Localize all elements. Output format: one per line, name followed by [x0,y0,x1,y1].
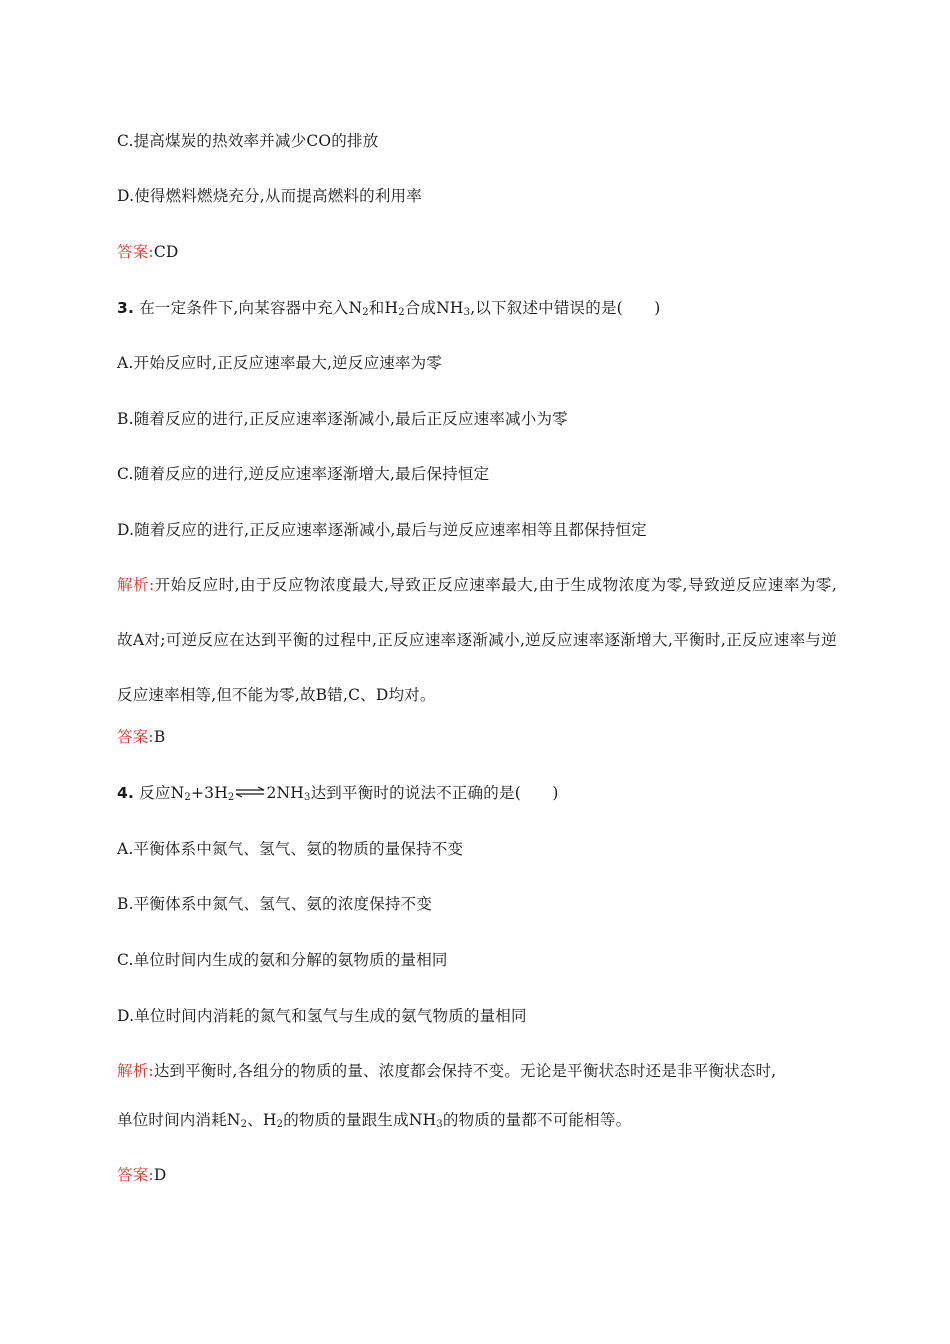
analysis-label: 解析: [117,576,155,594]
answer-label: 答案: [117,1166,154,1184]
answer-value: B [153,728,166,746]
analysis-text: 单位时间内消耗N [117,1111,241,1129]
q4-option-c-text: C.单位时间内生成的氨和分解的氨物质的量相同 [117,951,448,969]
q4-option-a-text: A.平衡体系中氮气、氢气、氨的物质的量保持不变 [117,840,464,858]
answer-value: CD [153,243,179,261]
analysis-text: 的物质的量跟生成NH [283,1111,437,1129]
q3-option-c-text: C.随着反应的进行,逆反应速率逐渐增大,最后保持恒定 [117,465,490,483]
subscript: 3 [436,1119,443,1130]
subscript: 3 [463,307,471,318]
q4-stem-part: 达到平衡时的说法不正确的是( ) [310,784,559,802]
q4-option-b-text: B.平衡体系中氮气、氢气、氨的浓度保持不变 [117,895,433,913]
q3-stem [117,297,661,319]
analysis-label: 解析: [117,1062,154,1080]
q3-stem-part: 和H [368,299,399,317]
q3-option-a [117,352,442,374]
q4-answer [117,1164,166,1186]
q2-option-c [117,130,378,152]
q4-stem-part: 2NH [266,784,305,802]
q4-stem-part: 反应N [139,784,185,802]
q3-option-b [117,408,568,430]
q4-analysis-line-1 [117,1060,776,1082]
q4-stem-part: +3H [190,784,228,802]
q4-option-a [117,838,463,860]
q4-analysis-line-2 [117,1109,631,1131]
q3-option-b-text: B.随着反应的进行,正反应速率逐渐减小,最后正反应速率减小为零 [117,410,568,428]
answer-label: 答案: [117,243,154,261]
answer-value: D [153,1166,167,1184]
q3-option-a-text: A.开始反应时,正反应速率最大,逆反应速率为零 [117,354,443,372]
q2-option-d-text: D.使得燃料燃烧充分,从而提高燃料的利用率 [117,187,422,205]
subscript: 2 [227,792,235,803]
q2-answer [117,241,179,263]
subscript: 2 [362,307,369,318]
subscript: 3 [304,792,311,803]
q4-stem [117,782,559,804]
q2-option-c-text: C.提高煤炭的热效率并减少CO的排放 [117,132,379,150]
q3-stem-part: 合成NH [404,299,464,317]
equilibrium-arrow-icon [235,786,265,798]
analysis-text: 达到平衡时,各组分的物质的量、浓度都会保持不变。无论是平衡状态时还是非平衡状态时, [153,1062,777,1080]
question-number: 4. [117,784,135,802]
q3-stem-part: 在一定条件下,向某容器中充入N [139,299,363,317]
q3-option-c [117,463,489,485]
question-number: 3. [117,299,135,317]
analysis-text: 、H [247,1111,277,1129]
q3-analysis [117,558,837,723]
subscript: 2 [184,792,191,803]
q4-option-c [117,949,448,971]
q4-option-d [117,1005,527,1027]
q3-option-d [117,519,647,541]
q4-option-b [117,893,432,915]
subscript: 2 [276,1119,284,1130]
q3-stem-part: ,以下叙述中错误的是( ) [470,299,661,317]
subscript: 2 [398,307,405,318]
q2-option-d [117,185,422,207]
analysis-text: 的物质的量都不可能相等。 [442,1111,632,1129]
q3-option-d-text: D.随着反应的进行,正反应速率逐渐减小,最后与逆反应速率相等且都保持恒定 [117,521,647,539]
q3-answer [117,726,165,748]
answer-label: 答案: [117,728,154,746]
subscript: 2 [240,1119,248,1130]
analysis-text: 开始反应时,由于反应物浓度最大,导致正反应速率最大,由于生成物浓度为零,导致逆反应速率为零,故A对;可逆反应在达到平衡的过程中,正反应速率逐渐减小,逆反应速率逐渐增大,平衡时,正反应速率与逆反应速率相等,但不能为零,故B错,C、D均对。 [117,576,837,704]
q4-option-d-text: D.单位时间内消耗的氮气和氢气与生成的氨气物质的量相同 [117,1007,527,1025]
